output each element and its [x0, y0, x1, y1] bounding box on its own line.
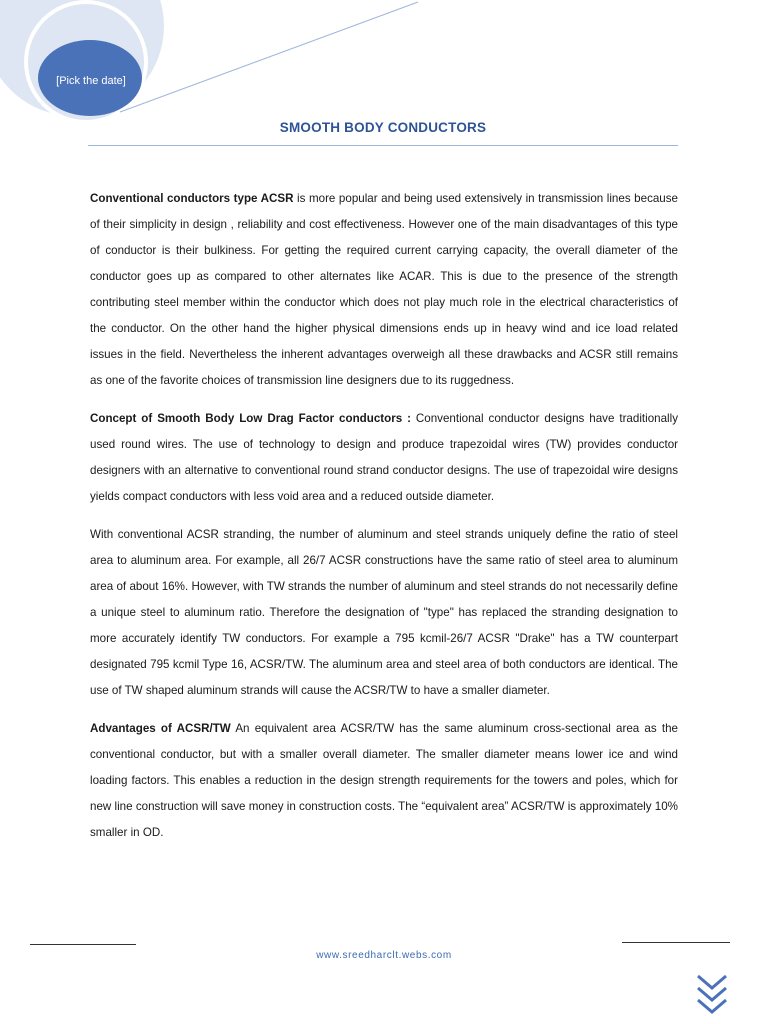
paragraph-3-text: With conventional ACSR stranding, the number of aluminum and steel strands uniquely define the ratio of steel area to aluminum area. For example, all 26/7 ACSR constructions have the same ratio of steel area to aluminum area of about 16%. However, with TW strands the number of aluminum and steel strands do not necessarily define a unique steel to aluminum ratio. Therefore the designation of "type" has replaced the stranding designation to more accurately identify TW conductors. For example a 795 kcmil-26/7 ACSR "Drake" has a TW counterpart designated 795 kcmil Type 16, ACSR/TW. The aluminum area and steel area of both conductors are identical. The use of TW shaped aluminum strands will cause the ACSR/TW to have a smaller diameter. [90, 528, 678, 697]
title-divider [88, 145, 678, 146]
paragraph-4-text: An equivalent area ACSR/TW has the same aluminum cross-sectional area as the conventional conductor, but with a smaller overall diameter. The smaller diameter means lower ice and wind loading factors. This enables a reduction in the design strength requirements for the towers and poles, which for new line construction will save money in construction costs. The “equivalent area” ACSR/TW is approximately 10% smaller in OD. [90, 722, 678, 839]
paragraph-1-lead: Conventional conductors type ACSR [90, 192, 294, 205]
paragraph-4-lead: Advantages of ACSR/TW [90, 722, 231, 735]
footer-website-link[interactable]: www.sreedharclt.webs.com [316, 950, 452, 961]
footer-rule-left [30, 944, 136, 945]
paragraph-3 [90, 522, 678, 704]
paragraph-1 [90, 186, 678, 394]
paragraph-2-text: Conventional conductor designs have traditionally used round wires. The use of technology to design and produce trapezoidal wires (TW) provides conductor designers with an alternative to conventional round strand conductor designs. The use of trapezoidal wire designs yields compact conductors with less void area and a reduced outside diameter. [90, 412, 678, 503]
date-placeholder[interactable]: [Pick the date] [56, 74, 126, 87]
document-body [90, 186, 678, 858]
paragraph-2-lead: Concept of Smooth Body Low Drag Factor conductors : [90, 412, 411, 425]
diagonal-line [120, 2, 418, 112]
paragraph-2 [90, 406, 678, 510]
footer-rule-right [622, 942, 730, 943]
triple-chevron-down-icon [692, 972, 732, 1020]
paragraph-1-text: is more popular and being used extensively in transmission lines because of their simplicity in design , reliability and cost effectiveness. However one of the main disadvantages of this type of conductor is their bulkiness. For getting the required current carrying capacity, the overall diameter of the conductor goes up as compared to other alternates like ACAR. This is due to the presence of the strength contributing steel member within the conductor which does not play much role in the electrical characteristics of the conductor. On the other hand the higher physical dimensions ends up in heavy wind and ice load related issues in the field. Nevertheless the inherent advantages overweigh all these drawbacks and ACSR still remains as one of the favorite choices of transmission line designers due to its ruggedness. [90, 192, 679, 387]
page-title: SMOOTH BODY CONDUCTORS [279, 120, 487, 135]
paragraph-4 [90, 716, 678, 846]
